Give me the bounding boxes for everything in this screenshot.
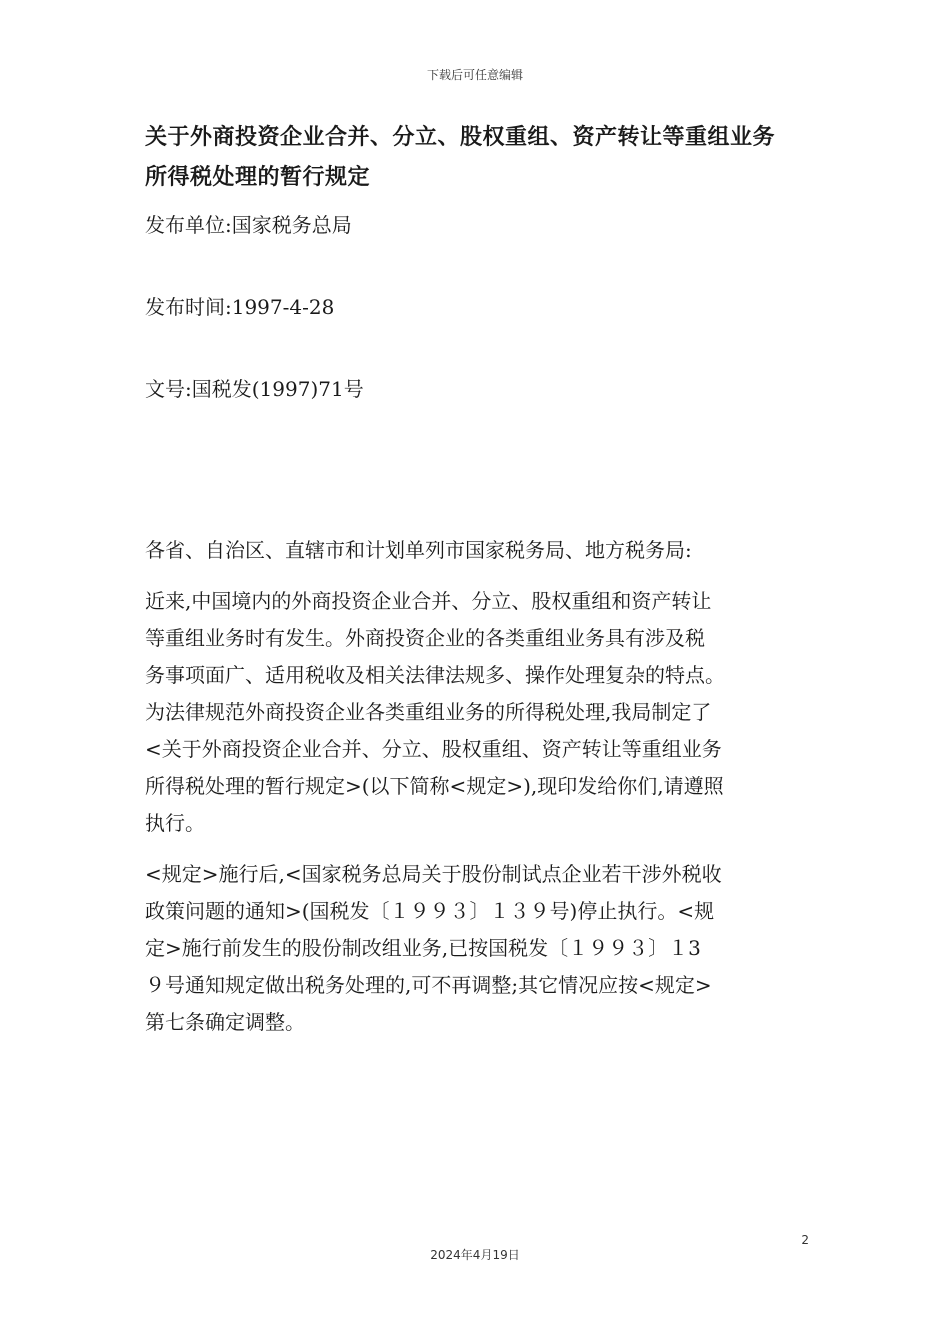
paragraph-line: <规定>施行后,<国家税务总局关于股份制试点企业若干涉外税收 bbox=[145, 862, 722, 886]
paragraph-line: 为法律规范外商投资企业各类重组业务的所得税处理,我局制定了 bbox=[145, 700, 712, 724]
page-footer-date: 2024年4月19日 bbox=[430, 1248, 520, 1262]
paragraph-line: 务事项面广、适用税收及相关法律法规多、操作处理复杂的特点。 bbox=[145, 663, 725, 687]
document-number-line: 文号:国税发(1997)71号 bbox=[145, 377, 364, 401]
document-body bbox=[145, 118, 815, 1041]
title-line: 所得税处理的暂行规定 bbox=[145, 165, 371, 190]
paragraph-line: 近来,中国境内的外商投资企业合并、分立、股权重组和资产转让 bbox=[145, 589, 712, 613]
paragraph-line: ９号通知规定做出税务处理的,可不再调整;其它情况应按<规定> bbox=[145, 973, 712, 997]
title-line: 关于外商投资企业合并、分立、股权重组、资产转让等重组业务 bbox=[145, 125, 776, 150]
page-number: 2 bbox=[801, 1233, 809, 1247]
publish-date-line: 发布时间:1997-4-28 bbox=[145, 295, 335, 319]
paragraph-line: 第七条确定调整。 bbox=[145, 1010, 305, 1034]
page-header: 下载后可任意编辑 bbox=[426, 68, 523, 82]
publisher-line: 发布单位:国家税务总局 bbox=[145, 213, 352, 237]
paragraph-2 bbox=[145, 856, 815, 1041]
paragraph-line: <关于外商投资企业合并、分立、股权重组、资产转让等重组业务 bbox=[145, 737, 722, 761]
paragraph-line: 执行。 bbox=[145, 811, 205, 835]
paragraph-line: 政策问题的通知>(国税发〔１９９３〕１３９号)停止执行。<规 bbox=[145, 899, 715, 923]
paragraph-1 bbox=[145, 583, 815, 842]
paragraph-line: 所得税处理的暂行规定>(以下简称<规定>),现印发给你们,请遵照 bbox=[145, 774, 724, 798]
paragraph-line: 等重组业务时有发生。外商投资企业的各类重组业务具有涉及税 bbox=[145, 626, 705, 650]
salutation: 各省、自治区、直辖市和计划单列市国家税务局、地方税务局: bbox=[145, 538, 692, 562]
document-title bbox=[145, 118, 815, 198]
paragraph-line: 定>施行前发生的股份制改组业务,已按国税发〔１９９３〕１3 bbox=[145, 936, 701, 960]
